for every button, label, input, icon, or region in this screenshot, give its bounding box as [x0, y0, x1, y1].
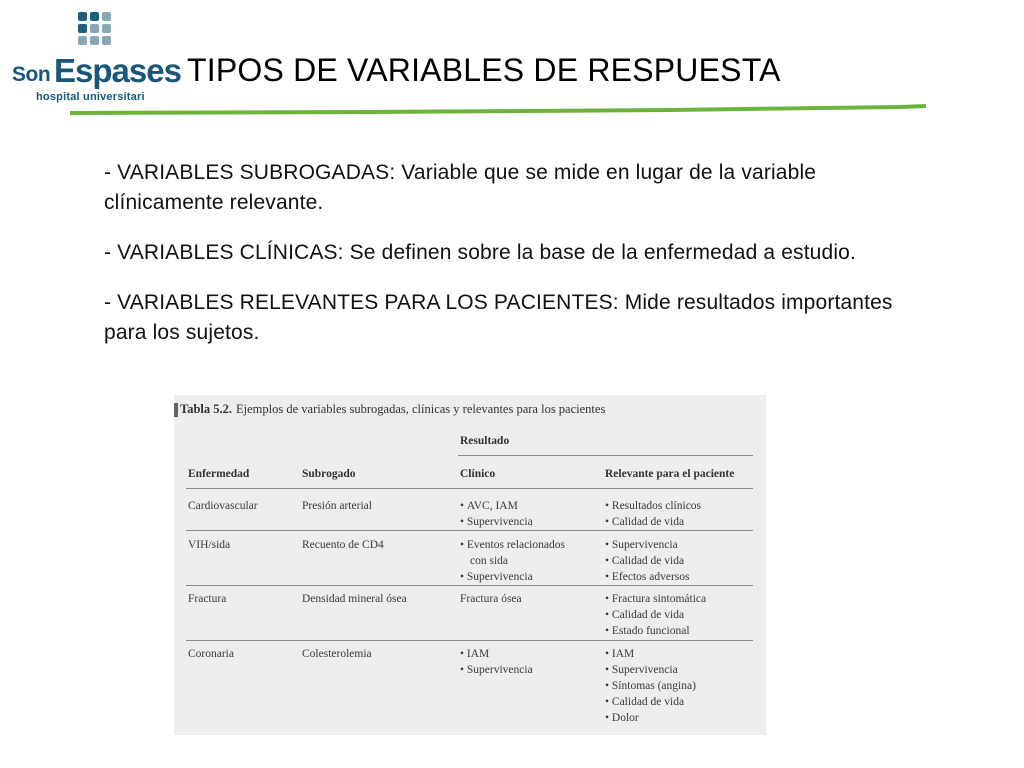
logo-dots-icon	[78, 12, 118, 56]
cell-enfermedad: Coronaria	[188, 648, 234, 660]
cell-clinico-item: • Supervivencia	[460, 569, 533, 585]
cell-enfermedad: Fractura	[188, 593, 227, 605]
cell-relevante-item: • IAM	[605, 646, 634, 662]
cell-enfermedad: Cardiovascular	[188, 500, 258, 512]
cell-clinico-item: • Eventos relacionados	[460, 537, 565, 553]
cell-relevante-item: • Estado funcional	[605, 623, 690, 639]
cell-relevante-item: • Dolor	[605, 710, 639, 726]
cell-clinico-continuation: con sida	[470, 555, 509, 567]
row-rule	[186, 585, 753, 586]
cell-relevante-item: • Calidad de vida	[605, 607, 684, 623]
row-rule	[186, 530, 753, 531]
bullet-list	[104, 158, 924, 368]
title-underline	[70, 98, 926, 118]
logo-word-son: Son	[12, 63, 51, 86]
group-header-resultado: Resultado	[460, 435, 510, 447]
cell-relevante-item: • Síntomas (angina)	[605, 678, 696, 694]
cell-relevante-item: • Supervivencia	[605, 537, 678, 553]
variables-table	[174, 395, 766, 735]
cell-relevante-item: • Efectos adversos	[605, 569, 690, 585]
logo-word-espases: Espases	[54, 52, 181, 89]
bullet-relevantes: - VARIABLES RELEVANTES PARA LOS PACIENTES: Mide resultados importantes para los sujetos.	[104, 291, 893, 344]
cell-relevante-item: • Calidad de vida	[605, 553, 684, 569]
hospital-logo	[10, 8, 181, 108]
cell-subrogado: Densidad mineral ósea	[302, 593, 407, 605]
cell-subrogado: Colesterolemia	[302, 648, 372, 660]
col-header-enfermedad: Enfermedad	[188, 468, 250, 480]
cell-subrogado: Presión arterial	[302, 500, 372, 512]
table-body	[174, 395, 766, 735]
col-header-relevante: Relevante para el paciente	[605, 468, 735, 480]
logo-subtitle: hospital universitari	[36, 91, 145, 103]
cell-clinico-item: • IAM	[460, 646, 489, 662]
row-rule	[186, 640, 753, 641]
cell-clinico-item: • AVC, IAM	[460, 498, 518, 514]
bullet-clinicas: - VARIABLES CLÍNICAS: Se definen sobre la base de la enfermedad a estudio.	[104, 241, 856, 264]
caption-text: Ejemplos de variables subrogadas, clínicas y relevantes para los pacientes	[236, 402, 606, 416]
cell-relevante-item: • Fractura sintomática	[605, 591, 706, 607]
group-header-rule	[458, 455, 753, 456]
cell-relevante-item: • Supervivencia	[605, 662, 678, 678]
cell-subrogado: Recuento de CD4	[302, 539, 384, 551]
slide-title: TIPOS DE VARIABLES DE RESPUESTA	[187, 52, 781, 88]
col-header-clinico: Clínico	[460, 468, 496, 480]
cell-clinico: Fractura ósea	[460, 593, 522, 605]
cell-relevante-item: • Calidad de vida	[605, 694, 684, 710]
cell-relevante-item: • Calidad de vida	[605, 514, 684, 530]
caption-number: Tabla 5.2.	[180, 402, 232, 416]
cell-relevante-item: • Resultados clínicos	[605, 498, 701, 514]
cell-clinico-item: • Supervivencia	[460, 514, 533, 530]
col-header-subrogado: Subrogado	[302, 468, 356, 480]
cell-enfermedad: VIH/sida	[188, 539, 231, 551]
cell-clinico-item: • Supervivencia	[460, 662, 533, 678]
header-rule	[186, 488, 753, 489]
bullet-subrogadas: - VARIABLES SUBROGADAS: Variable que se mide en lugar de la variable clínicamente relevante.	[104, 161, 817, 214]
